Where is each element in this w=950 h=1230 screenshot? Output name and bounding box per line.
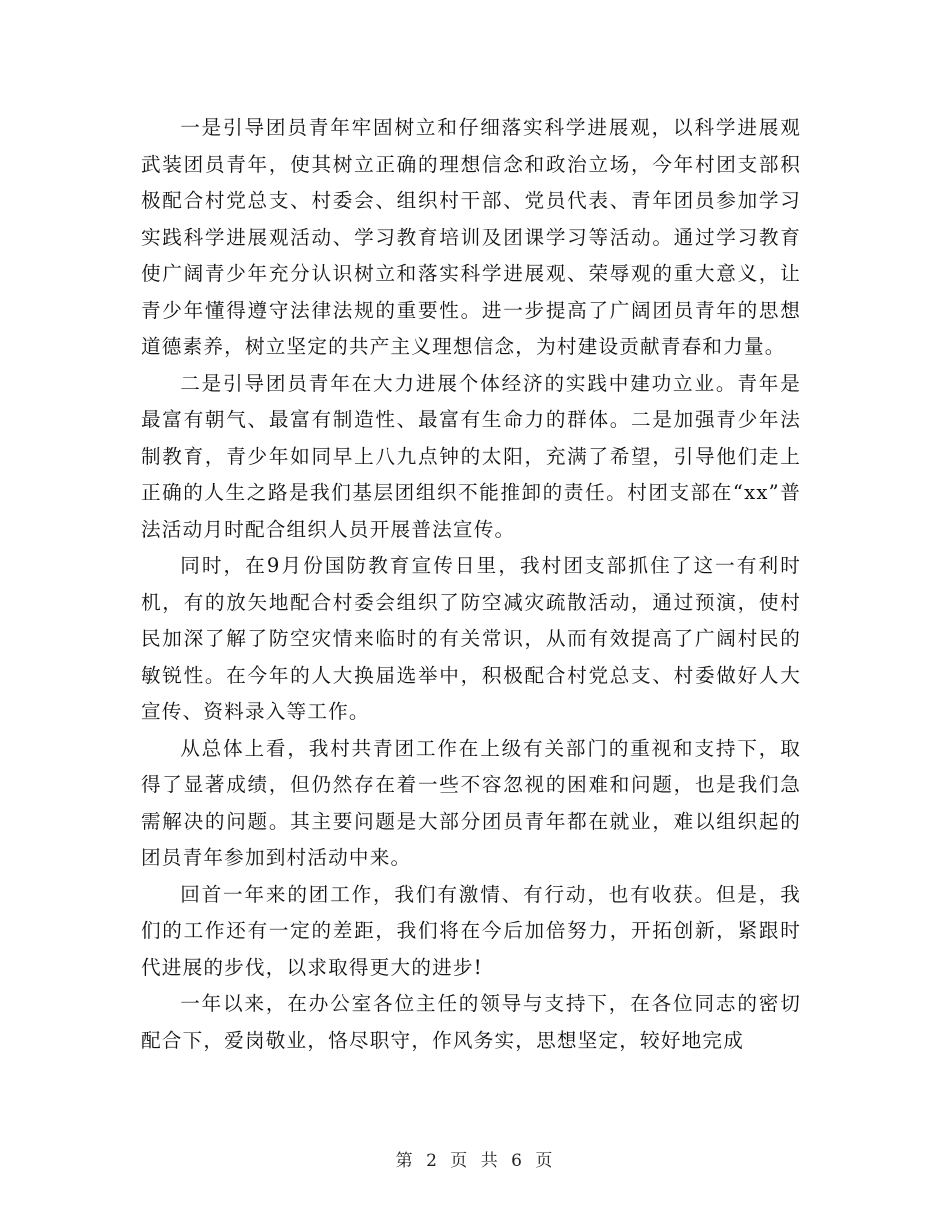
paragraph-1: 一是引导团员青年牢固树立和仔细落实科学进展观，以科学进展观武装团员青年，使其树立正确的理想信念和政治立场，今年村团支部积极配合村党总支、村委会、组织村干部、党员代表、青年团员参加学习实践科学进展观活动、学习教育培训及团课学习等活动。通过学习教育使广阔青少年充分认识树立和落实科学进展观、荣辱观的重大意义，让青少年懂得遵守法律法规的重要性。进一步提高了广阔团员青年的思想道德素养，树立坚定的共产主义理想信念，为村建设贡献青春和力量。 — [141, 116, 801, 358]
page-number-footer: 第 2 页 共 6 页 — [395, 1151, 555, 1171]
document-body — [141, 110, 801, 1059]
paragraph-6: 一年以来，在办公室各位主任的领导与支持下，在各位同志的密切配合下，爱岗敬业，恪尽职守，作风务实，思想坚定，较好地完成 — [141, 992, 801, 1052]
paragraph-5: 回首一年来的团工作，我们有激情、有行动，也有收获。但是，我们的工作还有一定的差距，我们将在今后加倍努力，开拓创新，紧跟时代进展的步伐，以求取得更大的进步! — [141, 882, 801, 979]
paragraph-3: 同时，在9月份国防教育宣传日里，我村团支部抓住了这一有利时机，有的放矢地配合村委会组织了防空减灾疏散活动，通过预演，使村民加深了解了防空灾情来临时的有关常识，从而有效提高了广阔村民的敏锐性。在今年的人大换届选举中，积极配合村党总支、村委做好人大宣传、资料录入等工作。 — [141, 554, 801, 723]
paragraph-2: 二是引导团员青年在大力进展个体经济的实践中建功立业。青年是最富有朝气、最富有制造性、最富有生命力的群体。二是加强青少年法制教育，青少年如同早上八九点钟的太阳，充满了希望，引导他们走上正确的人生之路是我们基层团组织不能推卸的责任。村团支部在“xx”普法活动月时配合组织人员开展普法宣传。 — [141, 371, 801, 541]
paragraph-4: 从总体上看，我村共青团工作在上级有关部门的重视和支持下，取得了显著成绩，但仍然存在着一些不容忽视的困难和问题，也是我们急需解决的问题。其主要问题是大部分团员青年都在就业，难以组织起的团员青年参加到村活动中来。 — [141, 736, 801, 869]
